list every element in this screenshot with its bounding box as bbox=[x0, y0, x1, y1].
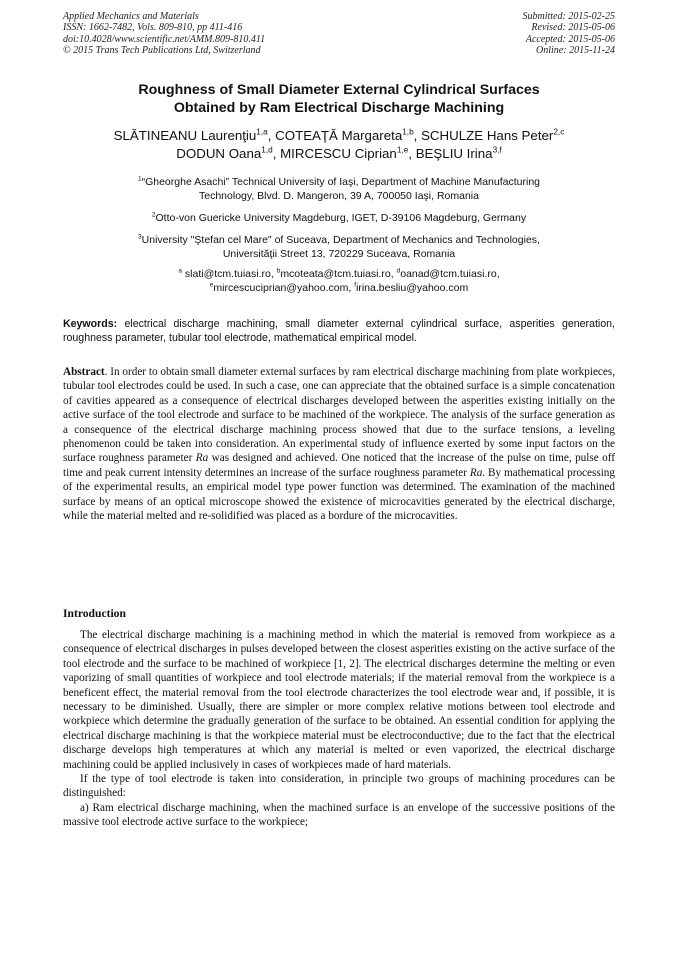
email-mark: d bbox=[396, 267, 401, 275]
author-affiliation-mark: 1,b bbox=[402, 127, 414, 137]
email-list: $^a$ slati@tcm.tuiasi.ro, $^b$mcoteata@tcm.tuiasi.ro, $^d$oanad@tcm.tuiasi.ro, $^e$mircescuciprian@yahoo.com, $^f$irina.besliu@yahoo.com bbox=[178, 267, 500, 295]
author-affiliation-mark: 2,c bbox=[553, 127, 565, 137]
email-address[interactable]: mcoteata@tcm.tuiasi.ro bbox=[280, 268, 391, 280]
intro-list-item: a) Ram electrical discharge machining, when the machined surface is an envelope of the successive positions of the massive tool electrode active surface to the workpiece; bbox=[63, 801, 615, 829]
intro-paragraph: If the type of tool electrode is taken into consideration, in principle two groups of machining procedures can be distinguished: bbox=[63, 773, 615, 800]
affiliation-line: Universităţii Street 13, 720229 Suceava, Romania bbox=[222, 248, 456, 261]
affiliation-2 bbox=[40, 211, 638, 225]
author-name: MIRCESCU Ciprian bbox=[280, 146, 397, 161]
author-separator: , bbox=[413, 128, 422, 143]
affiliation-3 bbox=[40, 233, 638, 261]
ra-symbol: Ra bbox=[195, 452, 209, 465]
accepted-date: Accepted: 2015-05-06 bbox=[525, 33, 615, 45]
author-affiliation-mark: 3,f bbox=[492, 145, 502, 155]
affiliation-mark: 1 bbox=[137, 175, 142, 183]
author-name: BEŞLIU Irina bbox=[415, 146, 493, 161]
author-name: SCHULZE Hans Peter bbox=[421, 128, 554, 143]
online-date: Online: 2015-11-24 bbox=[536, 45, 615, 57]
email-address[interactable]: irina.besliu@yahoo.com bbox=[356, 282, 469, 295]
email-address[interactable]: mircescuciprian@yahoo.com bbox=[213, 282, 349, 295]
title-line-2: Obtained by Ram Electrical Discharge Machining bbox=[173, 100, 505, 116]
email-address[interactable]: slati@tcm.tuiasi.ro bbox=[184, 268, 271, 280]
abstract-label: Abstract bbox=[63, 366, 105, 378]
author-line-2 bbox=[30, 145, 648, 163]
revised-date: Revised: 2015-05-06 bbox=[531, 22, 615, 34]
affiliation-line: “Gheorghe Asachi” Technical University of Iaşi, Department of Machine Manufacturing bbox=[141, 176, 541, 188]
email-address[interactable]: oanad@tcm.tuiasi.ro bbox=[400, 268, 497, 280]
submitted-date: Submitted: 2015-02-25 bbox=[522, 11, 615, 22]
intro-paragraph: The electrical discharge machining is a machining method in which the material is removed from workpiece as a consequence of electrical discharges in pulses developed between the closest asperities existing on the active surface of the tool electrode and the surface to be machined of workpiece [1, 2]. The electrical discharges determine the melting or even vaporizing of small quantities of workpiece and tool electrode materials; if the material removal from the workpiece is a beneficent effect, the material removal from the tool electrode characterizes the tool electrode wear and, if possible, it is necessary to be diminished. Usually, there are simpler or more complex relative motions between tool electrode and workpiece which determine the gradually generation of the surface to be obtained. An essential condition for applying the electrical discharge machining is that the workpiece material must be electroconductive; due to the fact that the electrical discharge develops high temperatures at which any material is melted or even vaporized, the electrical discharge machining could be applied inclusively in cases of workpieces made of hard materials. bbox=[63, 629, 615, 771]
author-separator: , bbox=[272, 146, 281, 161]
title-line-1: Roughness of Small Diameter External Cylindrical Surfaces bbox=[138, 82, 540, 98]
section-heading-introduction: Introduction bbox=[63, 607, 126, 620]
issn-line: ISSN: 1662-7482, Vols. 809-810, pp 411-416 bbox=[63, 22, 243, 34]
dates-header bbox=[523, 11, 616, 57]
affiliation-mark: 2 bbox=[151, 211, 156, 219]
abstract-text: . In order to obtain small diameter external surfaces by ram electrical discharge machining from plate workpieces, tubular tool electrodes could be used. In such a case, one can appreciate that the obtained surface is a simple concatenation of cavities appeared as a consequence of electrical discharges developed between the asperities existing initially on the active surface of the tool electrode and surface to be machined of the workpiece. The analysis of the surface generation as a consequence of the electrical discharge machining process showed that due to the surface tensions, a leveling phenomenon could be taken into consideration. An experimental study of influence exerted by some input factors on the surface roughness parameter bbox=[63, 366, 615, 465]
affiliation-line: Otto-von Guericke University Magdeburg, IGET, D-39106 Magdeburg, Germany bbox=[155, 212, 527, 224]
affiliation-line: Technology, Blvd. D. Mangeron, 39 A, 700050 Iaşi, Romania bbox=[199, 190, 479, 203]
keywords-block bbox=[63, 318, 615, 346]
affiliation-1 bbox=[40, 175, 638, 203]
email-mark: e bbox=[209, 281, 214, 289]
keywords-text: electrical discharge machining, small diameter external cylindrical surface, asperities generation, roughness parameter, tubular tool electrode, mathematical empirical model. bbox=[63, 318, 615, 344]
author-line-1 bbox=[30, 127, 648, 145]
paper-title bbox=[40, 81, 638, 117]
doi-line[interactable]: doi:10.4028/www.scientific.net/AMM.809-810.411 bbox=[63, 33, 266, 45]
email-mark: a bbox=[178, 267, 182, 275]
author-affiliation-mark: 1,a bbox=[256, 127, 268, 137]
email-mark: b bbox=[276, 267, 281, 275]
journal-header bbox=[63, 11, 265, 57]
keywords-label: Keywords: bbox=[63, 318, 118, 330]
affiliation-mark: 3 bbox=[138, 233, 142, 241]
journal-name: Applied Mechanics and Materials bbox=[63, 11, 199, 22]
ra-symbol: Ra bbox=[469, 466, 483, 479]
copyright-line: © 2015 Trans Tech Publications Ltd, Switzerland bbox=[63, 45, 261, 57]
abstract-block bbox=[63, 365, 615, 523]
abstract-text: . By mathematical processing of the experimental results, an empirical model type power function was determined. The examination of the machined surface by means of an optical microscope showed the existence of microcavities generated by the electrical discharge, while the material melted and re-solidified was placed as a bordure of the microcavities. bbox=[63, 466, 615, 523]
affiliation-line: University "Ştefan cel Mare" of Suceava, Department of Mechanics and Technologies, bbox=[141, 234, 540, 246]
abstract-text: was designed and achieved. One noticed that the increase of the pulse on time, pulse off time and peak current intensity determines an increase of the surface roughness parameter bbox=[63, 452, 615, 479]
author-name: SLĂTINEANU Laurenţiu bbox=[113, 128, 257, 143]
author-affiliation-mark: 1,e bbox=[396, 145, 409, 155]
author-separator: , bbox=[408, 146, 416, 161]
author-name: DODUN Oana bbox=[176, 146, 262, 161]
author-separator: , bbox=[267, 128, 276, 143]
introduction-body bbox=[63, 628, 615, 830]
email-mark: f bbox=[354, 281, 357, 289]
author-name: COTEAŢĂ Margareta bbox=[275, 128, 403, 143]
author-affiliation-mark: 1,d bbox=[261, 145, 273, 155]
author-list bbox=[30, 127, 648, 163]
